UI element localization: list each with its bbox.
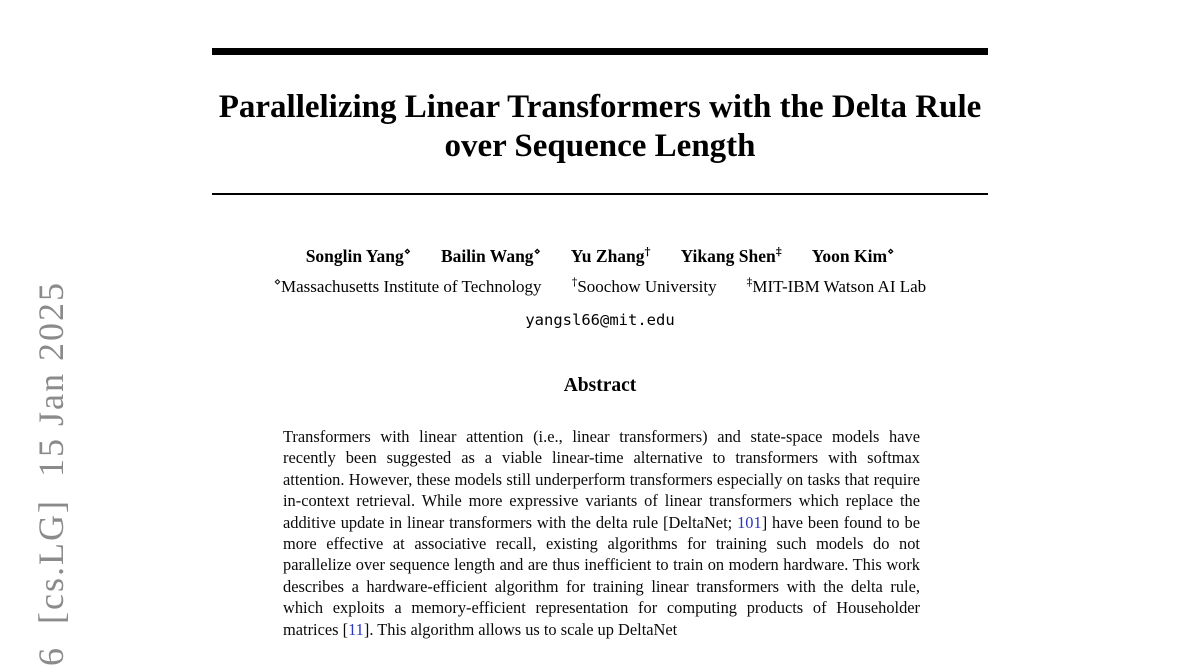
author-list	[112, 246, 1088, 267]
affiliation-name: Soochow University	[577, 277, 717, 296]
abstract-segment: Transformers with linear attention (i.e., linear transformers) and state-space models have recently been suggested as a viable linear-time alternative to transformers with softmax attention. However, these models still underperform transformers especially on tasks that require in-context retrieval. While more expressive variants of linear transformers which replace the additive update in linear transformers with the delta rule [DeltaNet;	[283, 427, 920, 532]
paper-title	[212, 88, 988, 166]
title-rule-bottom	[212, 193, 988, 195]
author-affiliation-mark: ‡	[775, 244, 782, 259]
affiliation-entry	[746, 274, 927, 297]
author-affiliation-mark: ⋄	[533, 244, 541, 259]
author-name: Yu Zhang	[570, 246, 645, 266]
title-rule-top	[212, 48, 988, 55]
author-entry	[571, 246, 651, 267]
author-entry	[441, 246, 541, 267]
author-name: Bailin Wang	[440, 246, 534, 266]
contact-email: yangsl66@mit.edu	[525, 311, 675, 329]
arxiv-watermark: 6 [cs.LG] 15 Jan 2025	[31, 281, 71, 666]
abstract-segment: ]. This algorithm allows us to scale up DeltaNet	[363, 619, 678, 639]
abstract-segment: ] have been found to be more effective at associative recall, existing algorithms for training such models do not parallelize over sequence length and are thus inefficient to train on modern hardware. This work describes a hardware-efficient algorithm for training linear transformers with the delta rule, which exploits a memory-efficient representation for computing products of Householder matrices [	[283, 512, 920, 639]
citation-link-deltanet[interactable]: 101	[737, 512, 762, 532]
author-entry	[306, 246, 411, 267]
paper-title-line2: over Sequence Length	[444, 128, 756, 164]
author-entry	[812, 246, 895, 267]
citation-link-householder[interactable]: 11	[348, 619, 364, 639]
abstract-text	[283, 426, 920, 640]
abstract-heading: Abstract	[563, 375, 637, 396]
author-name: Yoon Kim	[811, 246, 888, 266]
affiliation-mark: †	[571, 274, 578, 289]
paper-title-line1: Parallelizing Linear Transformers with the Delta Rule	[218, 89, 982, 125]
affiliation-mark: ⋄	[273, 274, 282, 289]
author-name: Yikang Shen	[680, 246, 776, 266]
affiliation-mark: ‡	[746, 274, 753, 289]
affiliation-name: Massachusetts Institute of Technology	[281, 277, 542, 296]
affiliation-list	[112, 274, 1088, 297]
author-affiliation-mark: †	[644, 244, 651, 259]
affiliation-entry	[571, 274, 717, 297]
affiliation-entry	[273, 274, 542, 297]
affiliation-name: MIT-IBM Watson AI Lab	[752, 277, 927, 296]
author-affiliation-mark: ⋄	[887, 244, 895, 259]
author-name: Songlin Yang	[305, 246, 404, 266]
author-affiliation-mark: ⋄	[403, 244, 411, 259]
author-entry	[681, 246, 782, 267]
